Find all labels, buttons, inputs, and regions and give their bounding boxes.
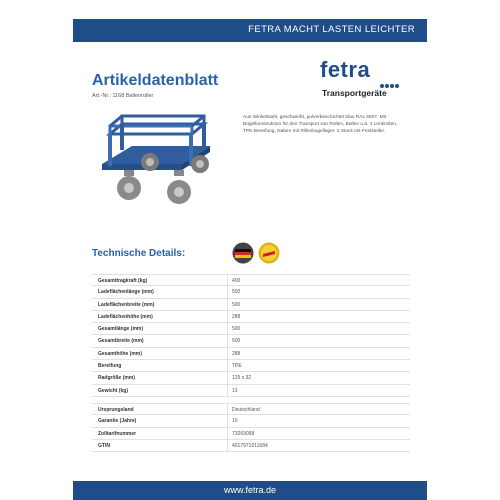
spec-label: Gewicht (kg) — [98, 387, 129, 394]
table-row — [92, 348, 410, 360]
logo-word: fetra — [320, 57, 371, 82]
spec-value: 500 — [232, 326, 241, 333]
spec-label: Gesamtlänge (mm) — [98, 326, 144, 333]
table-row — [92, 335, 410, 347]
spec-value: 10 — [232, 418, 238, 425]
spec-value: 288 — [232, 350, 241, 357]
spec-label: Gesamthöhe (mm) — [98, 350, 142, 357]
spec-label: Ladeflächenbreite (mm) — [98, 301, 155, 308]
table-row — [92, 403, 410, 415]
spec-value: 500 — [232, 301, 241, 308]
spec-label: Ladeflächenlänge (mm) — [98, 289, 154, 296]
spec-label: Zolltarifnummer — [98, 430, 137, 437]
spec-label: Gesamttragkraft (kg) — [98, 278, 148, 284]
banner-slogan: FETRA MACHT LASTEN LEICHTER — [248, 24, 415, 35]
table-row — [92, 415, 410, 427]
spec-value: 400 — [232, 278, 241, 284]
quality-seal-badge-icon — [258, 242, 280, 264]
top-banner — [73, 19, 427, 42]
spec-label: Bereifung — [98, 363, 122, 370]
footer-url-link[interactable]: www.fetra.de — [223, 485, 277, 495]
spec-value: 125 x 32 — [232, 375, 252, 382]
spec-value: 13 — [232, 387, 238, 394]
technical-details-heading: Technische Details: — [92, 248, 186, 259]
product-description: Aus Winkelstahl, geschweißt, pulverbeschichtet blau RAL 5007. Mit Bügelkonstruktion für den Transport von Rollen, Ballen u.ä. 4 Lenkrollen, TPE-Bereifung, Naben mit Rillenkugellager. 2 Stück mit Feststeller. — [243, 115, 398, 134]
spec-value: 500 — [232, 338, 241, 345]
spec-label: Gesamtbreite (mm) — [98, 338, 144, 345]
document-title: Artikeldatenblatt — [92, 72, 219, 89]
spec-value: Deutschland — [232, 406, 260, 413]
article-number: Art.-Nr.: 1168 Ballenroller — [92, 93, 154, 99]
spec-label: Ursprungsland — [98, 406, 134, 413]
spec-label: GTIN — [98, 442, 110, 449]
made-in-germany-badge-icon — [232, 242, 254, 264]
table-row — [92, 360, 410, 372]
table-row — [92, 274, 410, 286]
bottom-banner — [73, 481, 427, 500]
table-row — [92, 372, 410, 384]
spec-table — [92, 274, 410, 452]
table-row — [92, 311, 410, 323]
table-row — [92, 385, 410, 397]
spec-value: 288 — [232, 313, 241, 320]
spec-value: 73269098 — [232, 430, 255, 437]
table-row — [92, 286, 410, 298]
table-row — [92, 428, 410, 440]
spec-value: 500 — [232, 289, 241, 296]
spec-value: TPE — [232, 363, 242, 370]
spec-label: Ladeflächenhöhe (mm) — [98, 313, 153, 320]
spec-label: Radgröße (mm) — [98, 375, 135, 382]
fetra-logo — [318, 57, 408, 103]
spec-label: Garantie (Jahre) — [98, 418, 137, 425]
table-row — [92, 323, 410, 335]
logo-subtitle: Transportgeräte — [322, 88, 387, 98]
table-row — [92, 299, 410, 311]
table-row — [92, 440, 410, 452]
spec-value: 4017971011684 — [232, 442, 268, 449]
product-image — [92, 112, 217, 212]
